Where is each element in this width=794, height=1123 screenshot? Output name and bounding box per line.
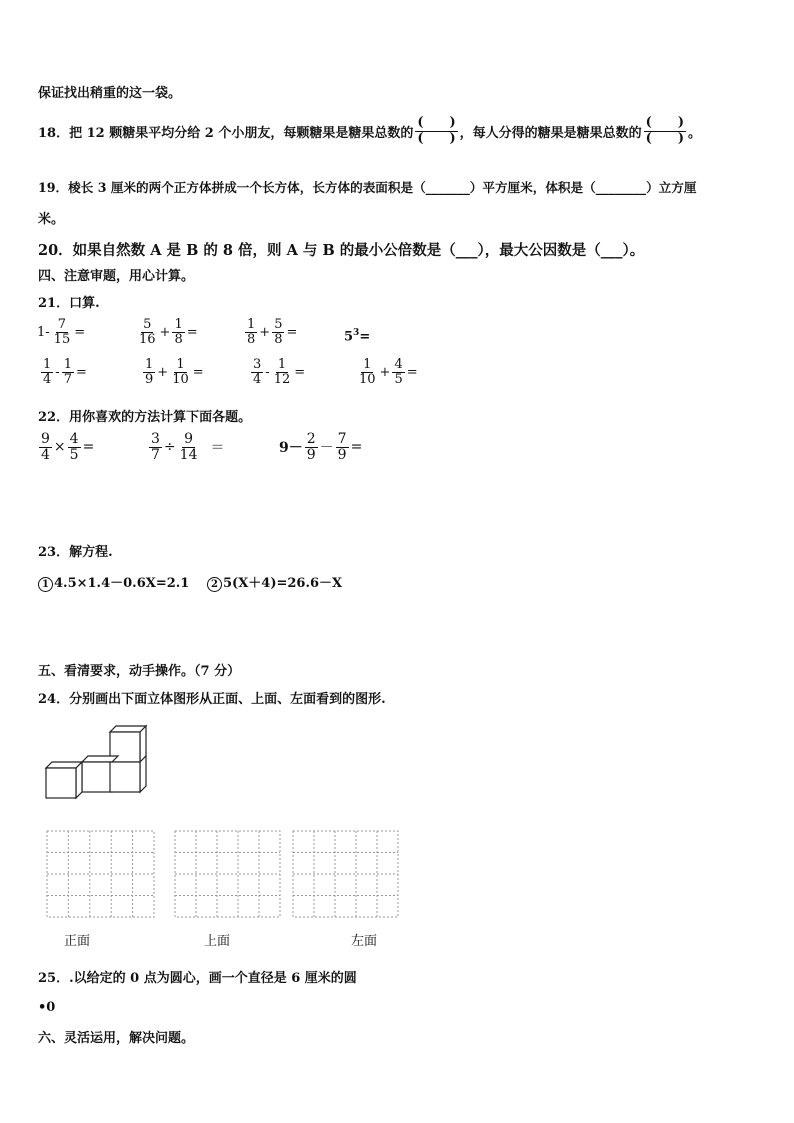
q18-number: 18． (38, 125, 70, 141)
top-view-grid[interactable] (174, 830, 282, 918)
denominator: 9 (337, 446, 347, 463)
equals-sign: = (359, 329, 371, 345)
q18-blank-denominator-1: ( ) (417, 130, 456, 146)
numerator: 3 (253, 357, 262, 372)
q22-expr-3 (278, 432, 363, 462)
q22-expr-1 (38, 432, 95, 462)
numerator: 2 (306, 431, 316, 447)
operator: + (259, 324, 271, 340)
section-6-heading: 六、灵活运用，解决问题。 (38, 1031, 195, 1046)
operator: － (319, 440, 334, 457)
numerator: 4 (394, 357, 403, 372)
denominator: 10 (172, 371, 189, 387)
denominator: 8 (274, 331, 283, 347)
left-view-grid[interactable] (292, 830, 400, 918)
q21-expr-1 (36, 318, 86, 346)
question-25-title: 25．.以给定的 0 点为圆心，画一个直径是 6 厘米的圆 (38, 971, 357, 986)
q22-expr-2 (148, 432, 225, 462)
denominator: 14 (179, 446, 198, 463)
denominator: 7 (63, 371, 72, 387)
left-view-label: 左面 (351, 934, 378, 949)
operator: - (265, 364, 270, 380)
circled-number-2: 2 (207, 577, 222, 592)
power-exponent: 3 (353, 328, 360, 338)
equation-text: 4.5×1.4－0.6X=2.1 (54, 576, 190, 591)
q21-expr-7 (250, 358, 306, 386)
denominator: 15 (53, 331, 71, 347)
q18-blank-numerator-1: ( ) (417, 115, 456, 130)
numerator: 5 (143, 317, 152, 332)
operator: - (55, 364, 60, 380)
denominator: 5 (69, 446, 79, 463)
numerator: 5 (274, 317, 283, 332)
numerator: 4 (69, 431, 79, 447)
denominator: 4 (41, 446, 50, 463)
equation-text: 5(X＋4)=26.6－X (223, 576, 343, 591)
numerator: 7 (337, 431, 347, 447)
q18-text-b: ，每人分得的糖果是糖果总数的 (459, 125, 642, 141)
denominator: 7 (151, 446, 160, 463)
q21-expr-3 (244, 318, 298, 346)
numerator: 3 (151, 431, 160, 447)
q21-1-prefix: 1- (37, 324, 50, 340)
front-view-grid[interactable] (46, 830, 156, 918)
equals-sign: = (82, 439, 95, 456)
continued-text: 保证找出稍重的这一袋。 (38, 86, 182, 101)
power-base: 5 (344, 329, 354, 345)
q23-equation-1 (38, 572, 189, 592)
question-22-title: 22．用你喜欢的方法计算下面各题。 (38, 410, 252, 425)
q18-blank-numerator-2: ( ) (645, 115, 684, 130)
question-19-line-1: 19．棱长 3 厘米的两个正方体拼成一个长方体，长方体的表面积是（_______）平方厘米，体积是（________）立方厘 (38, 180, 697, 195)
numerator: 9 (41, 431, 50, 447)
numerator: 9 (184, 431, 194, 447)
denominator: 12 (273, 371, 291, 387)
q18-blank-denominator-2: ( ) (645, 130, 684, 146)
q23-equation-2 (207, 572, 342, 592)
denominator: 9 (306, 446, 316, 463)
denominator: 16 (139, 331, 156, 347)
cube-figure (40, 722, 152, 804)
q18-text-a: 把 12 颗糖果平均分给 2 个小朋友，每颗糖果是糖果总数的 (69, 125, 414, 141)
operator: + (157, 364, 169, 380)
section-4-heading: 四、注意审题，用心计算。 (38, 269, 195, 284)
equals-sign: ＝ (210, 440, 225, 457)
denominator: 8 (247, 331, 256, 347)
equals-sign: = (286, 324, 298, 340)
equals-sign: = (350, 439, 363, 456)
q21-expr-2 (136, 318, 199, 346)
operator: + (379, 364, 391, 380)
numerator: 1 (63, 357, 72, 372)
q21-expr-4 (344, 328, 370, 344)
denominator: 9 (145, 371, 154, 387)
equals-sign: = (74, 324, 86, 340)
denominator: 8 (174, 331, 183, 347)
numerator: 1 (145, 357, 154, 372)
q21-expr-8 (356, 358, 419, 386)
q22-3-prefix: 9－ (279, 440, 303, 457)
front-view-label: 正面 (64, 934, 91, 949)
q21-expr-5 (40, 358, 88, 386)
numerator: 1 (176, 357, 185, 372)
numerator: 1 (174, 317, 183, 332)
q18-answer-fraction-2 (644, 116, 686, 147)
equals-sign: = (294, 364, 306, 380)
circled-number-1: 1 (38, 577, 53, 592)
denominator: 10 (359, 371, 376, 387)
question-20: 20．如果自然数 A 是 B 的 8 倍，则 A 与 B 的最小公倍数是（___），最大公因数是（___）。 (38, 242, 645, 259)
numerator: 1 (277, 357, 287, 372)
top-view-label: 上面 (204, 934, 231, 949)
operator: ÷ (163, 439, 176, 456)
q21-expr-6 (142, 358, 205, 386)
denominator: 5 (394, 371, 403, 387)
numerator: 1 (43, 357, 52, 372)
denominator: 4 (253, 371, 262, 387)
question-23-title: 23．解方程. (38, 545, 113, 560)
operator: × (53, 439, 66, 456)
numerator: 7 (57, 317, 67, 332)
equals-sign: = (75, 364, 87, 380)
equals-sign: = (406, 364, 418, 380)
question-21-title: 21．口算. (38, 296, 100, 311)
equals-sign: = (192, 364, 204, 380)
center-point-label: •0 (38, 1000, 56, 1015)
q18-answer-fraction-1 (415, 116, 457, 147)
q18-end: 。 (687, 125, 701, 141)
numerator: 1 (247, 317, 256, 332)
equals-sign: = (186, 324, 198, 340)
section-5-heading: 五、看清要求，动手操作。（7 分） (38, 664, 241, 679)
denominator: 4 (43, 371, 52, 387)
question-24-title: 24．分别画出下面立体图形从正面、上面、左面看到的图形. (38, 692, 386, 707)
numerator: 1 (363, 357, 372, 372)
question-18 (38, 116, 701, 147)
operator: + (159, 324, 171, 340)
question-19-line-2: 米。 (38, 212, 65, 227)
